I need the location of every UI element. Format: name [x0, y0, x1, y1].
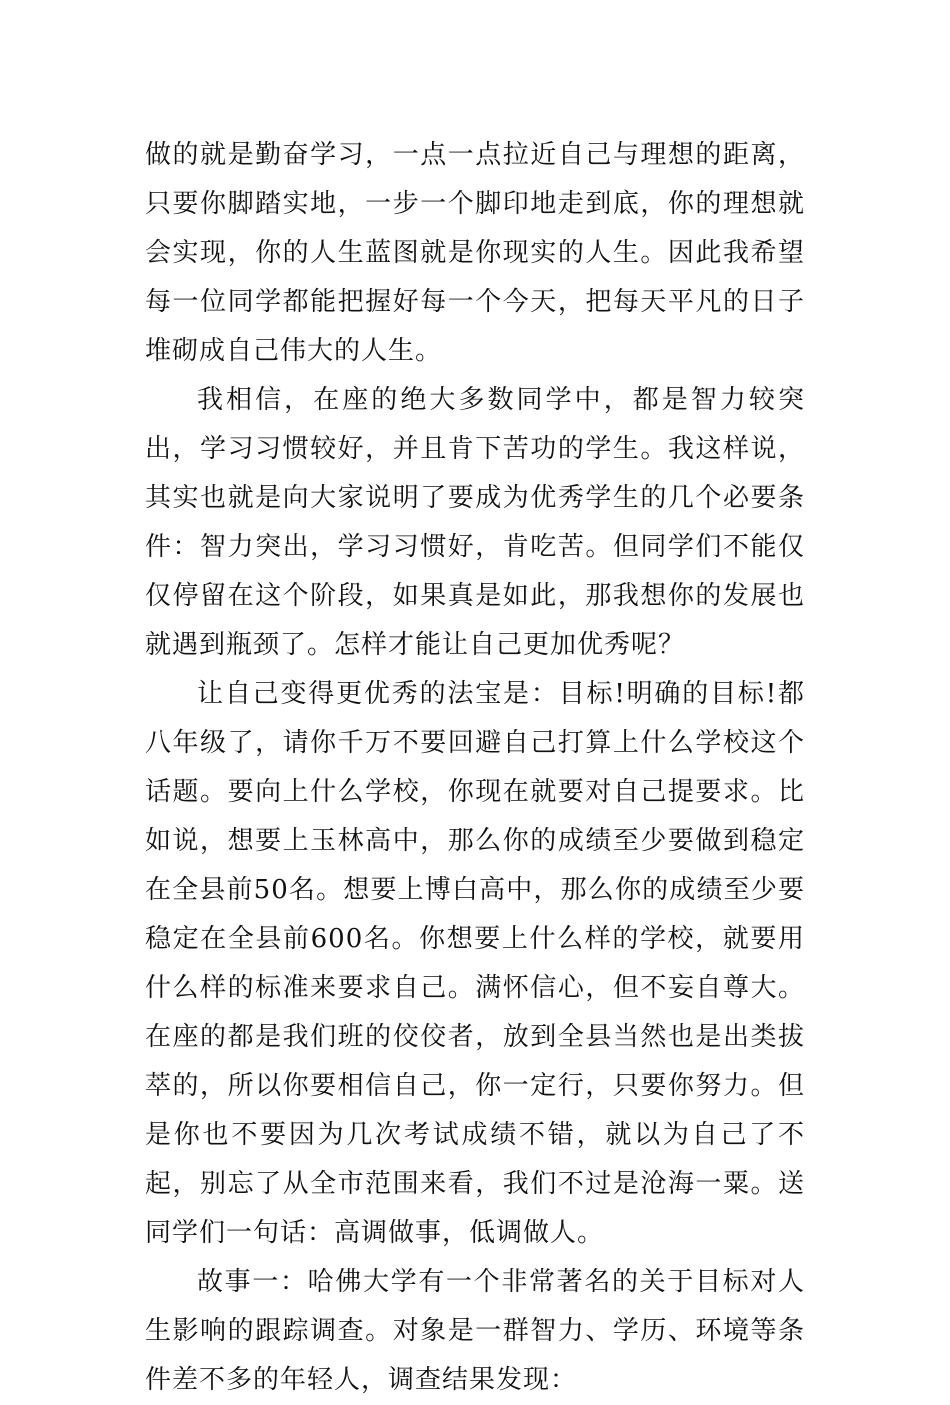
paragraph-continuation: 做的就是勤奋学习，一点一点拉近自己与理想的距离，只要你脚踏实地，一步一个脚印地走到底，你的理想就会实现，你的人生蓝图就是你现实的人生。因此我希望每一位同学都能把握好每一个今天，把每天平凡的日子堆砌成自己伟大的人生。 [145, 140, 805, 366]
paragraph-goals: 让自己变得更优秀的法宝是：目标!明确的目标!都八年级了，请你千万不要回避自己打算上什么学校这个话题。要向上什么学校，你现在就要对自己提要求。比如说，想要上玉林高中，那么你的成绩至少要做到稳定在全县前50名。想要上博白高中，那么你的成绩至少要稳定在全县前600名。你想要上什么样的学校，就要用什么样的标准来要求自己。满怀信心，但不妄自尊大。在座的都是我们班的佼佼者，放到全县当然也是出类拔萃的，所以你要相信自己，你一定行，只要你努力。但是你也不要因为几次考试成绩不错，就以为自己了不起，别忘了从全市范围来看，我们不过是沧海一粟。送同学们一句话：高调做事，低调做人。 [145, 679, 805, 1248]
paragraph-conditions: 我相信，在座的绝大多数同学中，都是智力较突出，学习习惯较好，并且肯下苦功的学生。我这样说，其实也就是向大家说明了要成为优秀学生的几个必要条件：智力突出，学习习惯好，肯吃苦。但同学们不能仅仅停留在这个阶段，如果真是如此，那我想你的发展也就遇到瓶颈了。怎样才能让自己更加优秀呢？ [145, 385, 805, 660]
body-text [145, 131, 805, 1405]
paragraph-story-one: 故事一：哈佛大学有一个非常著名的关于目标对人生影响的跟踪调查。对象是一群智力、学历、环境等条件差不多的年轻人，调查结果发现： [145, 1267, 805, 1395]
